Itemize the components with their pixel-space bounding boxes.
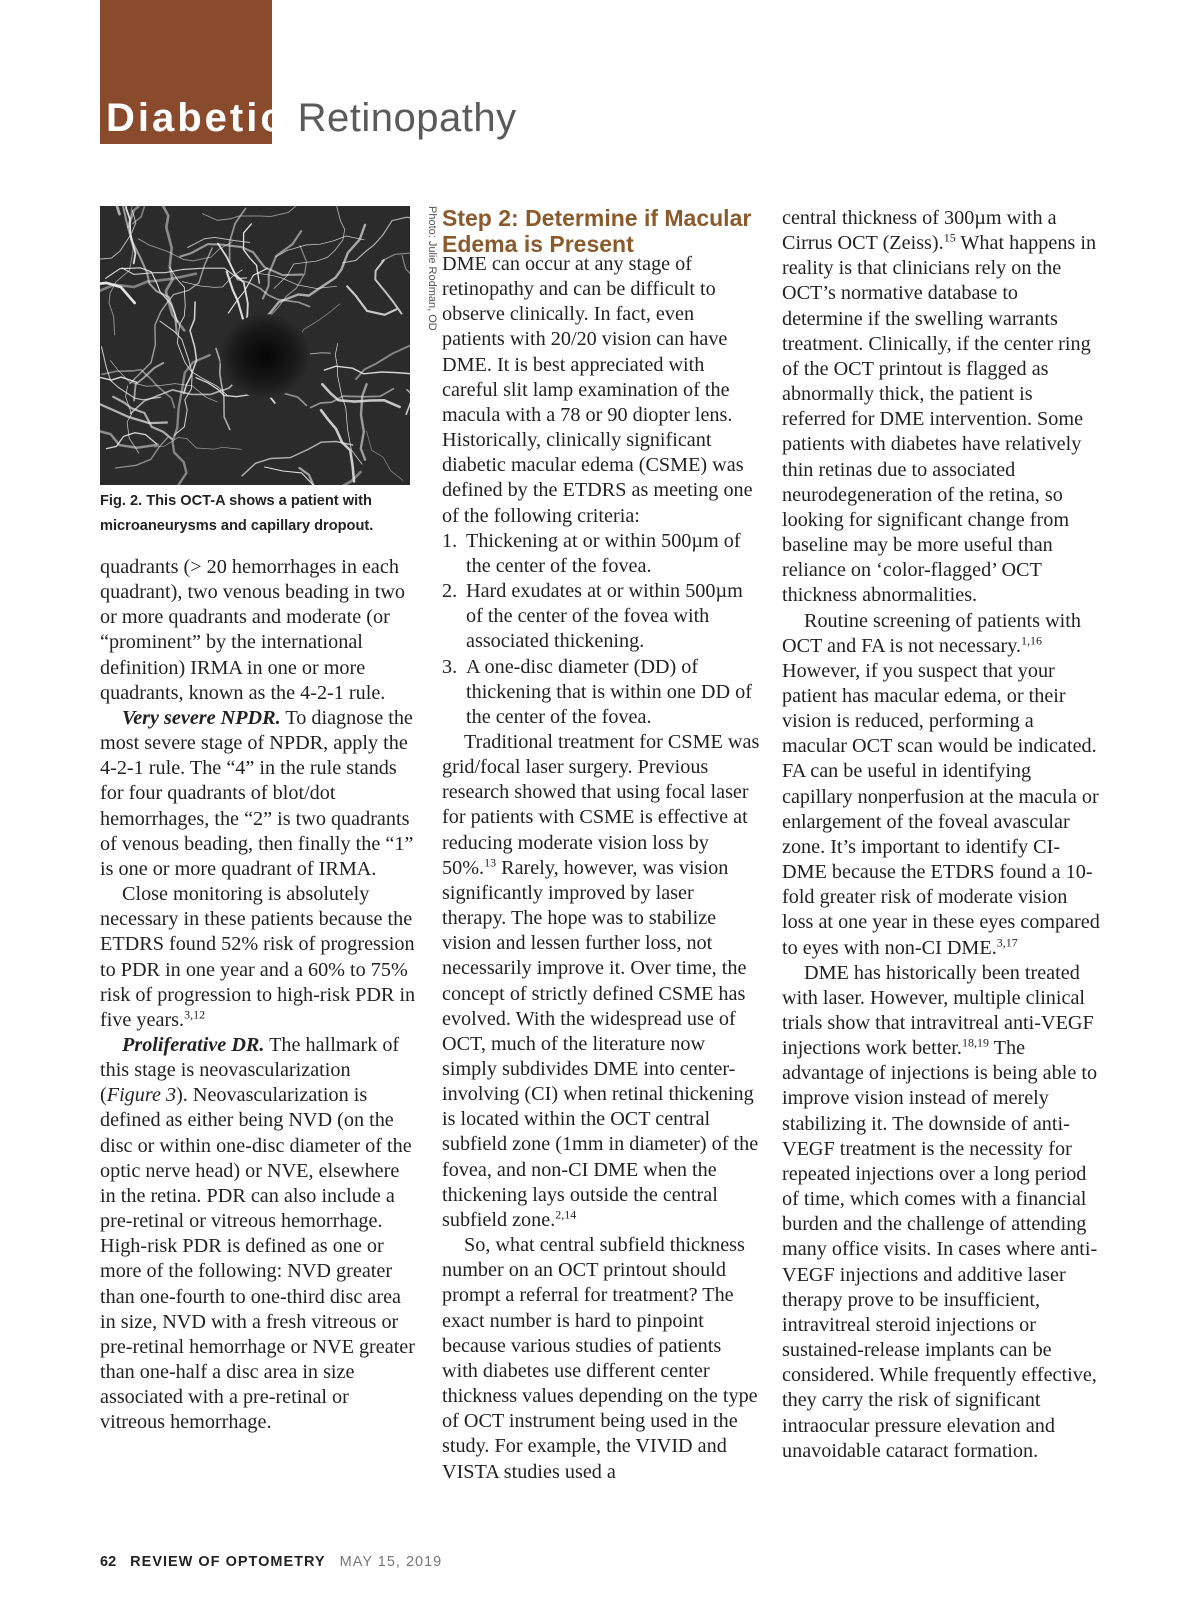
reference-superscript: 3,17 <box>996 934 1018 949</box>
reference-superscript: 13 <box>484 855 497 870</box>
paragraph: So, what central subfield thickness number on an OCT printout should prompt a referral for treatment? The exact number is hard to pinpoint because various studies of patients with diabetes use different center thickness values depending on the type of OCT instrument being used in the study. For example, the VIVID and VISTA studies used a <box>442 1234 758 1483</box>
list-text: Hard exudates at or within 500µm of the center of the fovea with associated thickening. <box>466 580 743 653</box>
paragraph-body: The advantage of injections is being able to improve vision instead of merely stabilizing it. The downside of anti-VEGF treatment is the necessity for repeated injections over a long period of time, which comes with a financial burden and the challenge of attending many office visits. In cases where anti-VEGF injections and additive laser therapy prove to be insufficient, intravitreal steroid injections or sustained-release implants can be considered. While frequently effective, they carry the risk of significant intraocular pressure elevation and unavoidable cataract formation. <box>782 1037 1098 1462</box>
paragraph: DME can occur at any stage of retinopathy and can be difficult to observe clinically. In fact, even patients with 20/20 vision can have DME. It is best appreciated with careful slit lamp examination of the macula with a 78 or 90 diopter lens. Historically, clinically significant diabetic macular edema (CSME) was defined by the ETDRS as meeting one of the following criteria: <box>442 253 753 527</box>
paragraph <box>782 961 1100 1464</box>
list-text: Thickening at or within 500µm of the center of the fovea. <box>466 529 741 577</box>
paragraph <box>100 1033 416 1436</box>
paragraph-body: To diagnose the most severe stage of NPDR, apply the 4-2-1 rule. The “4” in the rule stands for four quadrants of blot/dot hemorrhages, the “2” is two quadrants of venous beading, then finally the “1” is one or more quadrant of IRMA. <box>100 706 414 880</box>
paragraph <box>100 882 416 1033</box>
list-item <box>442 655 760 730</box>
paragraph-body: The hallmark of this stage is neovascularization ( <box>100 1033 400 1107</box>
list-item <box>442 529 760 579</box>
paragraph-body: Routine screening of patients with OCT and FA is not necessary. <box>782 609 1081 657</box>
section-title-light: Retinopathy <box>297 95 517 140</box>
page-footer <box>100 1554 442 1570</box>
paragraph <box>782 609 1100 961</box>
section-title-bold: Diabetic <box>106 95 286 140</box>
list-item <box>442 579 760 654</box>
magazine-name: REVIEW OF OPTOMETRY <box>130 1554 326 1570</box>
run-in-heading: Proliferative DR. <box>122 1033 265 1056</box>
paragraph-body: However, if you suspect that your patient has macular edema, or their vision is reduced, performing a macular OCT scan would be indicated. FA can be useful in identifying capillary nonperfusion at the macula or enlargement of the foveal avascular zone. It’s important to identify CI-DME because the ETDRS found a 10-fold greater risk of moderate vision loss at one year in these eyes compared to eyes with non-CI DME. <box>782 659 1100 959</box>
reference-superscript: 15 <box>943 230 956 245</box>
paragraph <box>100 706 416 882</box>
reference-superscript: 18,19 <box>961 1035 989 1050</box>
list-number: 1. <box>442 529 458 552</box>
column-1 <box>100 555 416 1435</box>
figure-reference: Figure 3 <box>106 1084 177 1107</box>
paragraph-body: Close monitoring is absolutely necessary in these patients because the ETDRS found 52% risk of progression to PDR in one year and a 60% to 75% risk of progression to high-risk PDR in five years. <box>100 883 416 1031</box>
paragraph <box>782 206 1100 609</box>
criteria-list <box>442 529 760 730</box>
paragraph-body: Traditional treatment for CSME was grid/focal laser surgery. Previous research showed that using focal laser for patients with CSME is effective at reducing moderate vision loss by 50%. <box>442 730 760 879</box>
paragraph <box>442 730 760 1233</box>
paragraph-body: DME has historically been treated with laser. However, multiple clinical trials show that intravitreal anti-VEGF injections work better. <box>782 961 1094 1060</box>
section-heading: Step 2: Determine if Macular Edema is Present <box>442 205 752 257</box>
list-number: 2. <box>442 580 458 603</box>
paragraph: quadrants (> 20 hemorrhages in each quadrant), two venous beading in two or more quadrants and moderate (or “prominent” by the international definition) IRMA in one or more quadrants, known as the 4-2-1 rule. <box>100 556 405 704</box>
reference-superscript: 1,16 <box>1021 632 1043 647</box>
figure-caption: Fig. 2. This OCT-A shows a patient with microaneurysms and capillary dropout. <box>100 493 374 534</box>
list-text: A one-disc diameter (DD) of thickening that is within one DD of the center of the fovea. <box>466 655 752 728</box>
reference-superscript: 2,14 <box>555 1207 577 1222</box>
run-in-heading: Very severe NPDR. <box>122 706 281 729</box>
paragraph-body: central thickness of 300µm with a Cirrus OCT (Zeiss). <box>782 207 1057 255</box>
column-2 <box>442 252 760 1485</box>
issue-date: MAY 15, 2019 <box>339 1554 443 1570</box>
list-number: 3. <box>442 655 458 678</box>
section-title <box>100 92 517 144</box>
page-number: 62 <box>100 1554 117 1570</box>
photo-credit: Photo: Julie Rodman, OD <box>426 206 438 331</box>
oct-a-image <box>100 206 410 485</box>
reference-superscript: 3,12 <box>184 1007 206 1022</box>
paragraph-body: ). Neovascularization is defined as either being NVD (on the disc or within one-disc diameter of the optic nerve head) or NVE, elsewhere in the retina. PDR can also include a pre-retinal or vitreous hemorrhage. High-risk PDR is defined as one or more of the following: NVD greater than one-fourth to one-third disc area in size, NVD with a fresh vitreous or pre-retinal hemorrhage or NVE greater than one-half a disc area in size associated with a pre-retinal or vitreous hemorrhage. <box>100 1084 415 1434</box>
column-3 <box>782 206 1100 1464</box>
paragraph-body: Rarely, however, was vision significantly improved by laser therapy. The hope was to stabilize vision and lessen further loss, not necessarily improve it. Over time, the concept of strictly defined CSME has evolved. With the widespread use of OCT, much of the literature now simply subdivides DME into center-involving (CI) when retinal thickening is located within the OCT central subfield zone (1mm in diameter) of the fovea, and non-CI DME when the thickening lays outside the central subfield zone. <box>442 856 759 1231</box>
paragraph-body: What happens in reality is that clinicians rely on the OCT’s normative database to determine if the swelling warrants treatment. Clinically, if the center ring of the OCT printout is flagged as abnormally thick, the patient is referred for DME intervention. Some patients with diabetes have relatively thin retinas due to associated neurodegeneration of the retina, so looking for significant change from baseline may be more useful than reliance on ‘color-flagged’ OCT thickness abnormalities. <box>782 232 1097 607</box>
